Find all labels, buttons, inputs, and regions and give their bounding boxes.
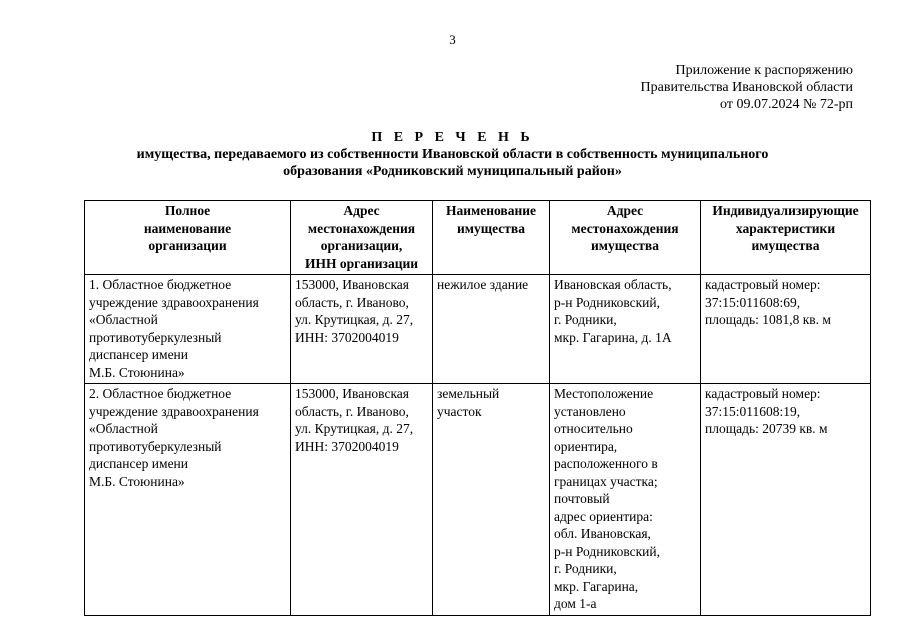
table-row <box>85 275 871 384</box>
cell-property-name: земельный участок <box>433 384 550 616</box>
cell-organization: 1. Областное бюджетное учреждение здравоохранения «Областной противотуберкулезный диспансер имени М.Б. Стоюнина» <box>85 275 291 384</box>
column-header-characteristics: Индивидуализирующие характеристики имущества <box>701 201 871 275</box>
title-line: образования «Родниковский муниципальный район» <box>283 164 622 179</box>
cell-property-address: Ивановская область, р-н Родниковский, г. Родники, мкр. Гагарина, д. 1А <box>550 275 701 384</box>
column-header-property-name: Наименование имущества <box>433 201 550 275</box>
appendix-line: Приложение к распоряжению <box>675 63 853 78</box>
column-header-organization: Полное наименование организации <box>85 201 291 275</box>
cell-org-address: 153000, Ивановская область, г. Иваново, ул. Крутицкая, д. 27, ИНН: 3702004019 <box>291 384 433 616</box>
cell-org-address: 153000, Ивановская область, г. Иваново, ул. Крутицкая, д. 27, ИНН: 3702004019 <box>291 275 433 384</box>
column-header-property-address: Адрес местонахождения имущества <box>550 201 701 275</box>
appendix-reference <box>641 62 853 113</box>
cell-property-name: нежилое здание <box>433 275 550 384</box>
table-header-row <box>85 201 871 275</box>
page-number: 3 <box>449 32 456 47</box>
property-table <box>84 200 871 616</box>
column-header-org-address: Адрес местонахождения организации, ИНН организации <box>291 201 433 275</box>
table-row <box>85 384 871 616</box>
document-title <box>0 129 905 180</box>
title-line: имущества, передаваемого из собственности Ивановской области в собственность муниципального <box>136 147 769 162</box>
appendix-line: Правительства Ивановской области <box>640 80 853 95</box>
cell-property-address: Местоположение установлено относительно ориентира, расположенного в границах участка; почтовый адрес ориентира: обл. Ивановская, р-н Родниковский, г. Родники, мкр. Гагарина, дом 1-а <box>550 384 701 616</box>
cell-characteristics: кадастровый номер: 37:15:011608:69, площадь: 1081,8 кв. м <box>701 275 871 384</box>
appendix-date-line: от 09.07.2024 № 72-рп <box>720 97 853 112</box>
title-word: П Е Р Е Ч Е Н Ь <box>371 130 534 145</box>
cell-characteristics: кадастровый номер: 37:15:011608:19, площадь: 20739 кв. м <box>701 384 871 616</box>
cell-organization: 2. Областное бюджетное учреждение здравоохранения «Областной противотуберкулезный диспансер имени М.Б. Стоюнина» <box>85 384 291 616</box>
